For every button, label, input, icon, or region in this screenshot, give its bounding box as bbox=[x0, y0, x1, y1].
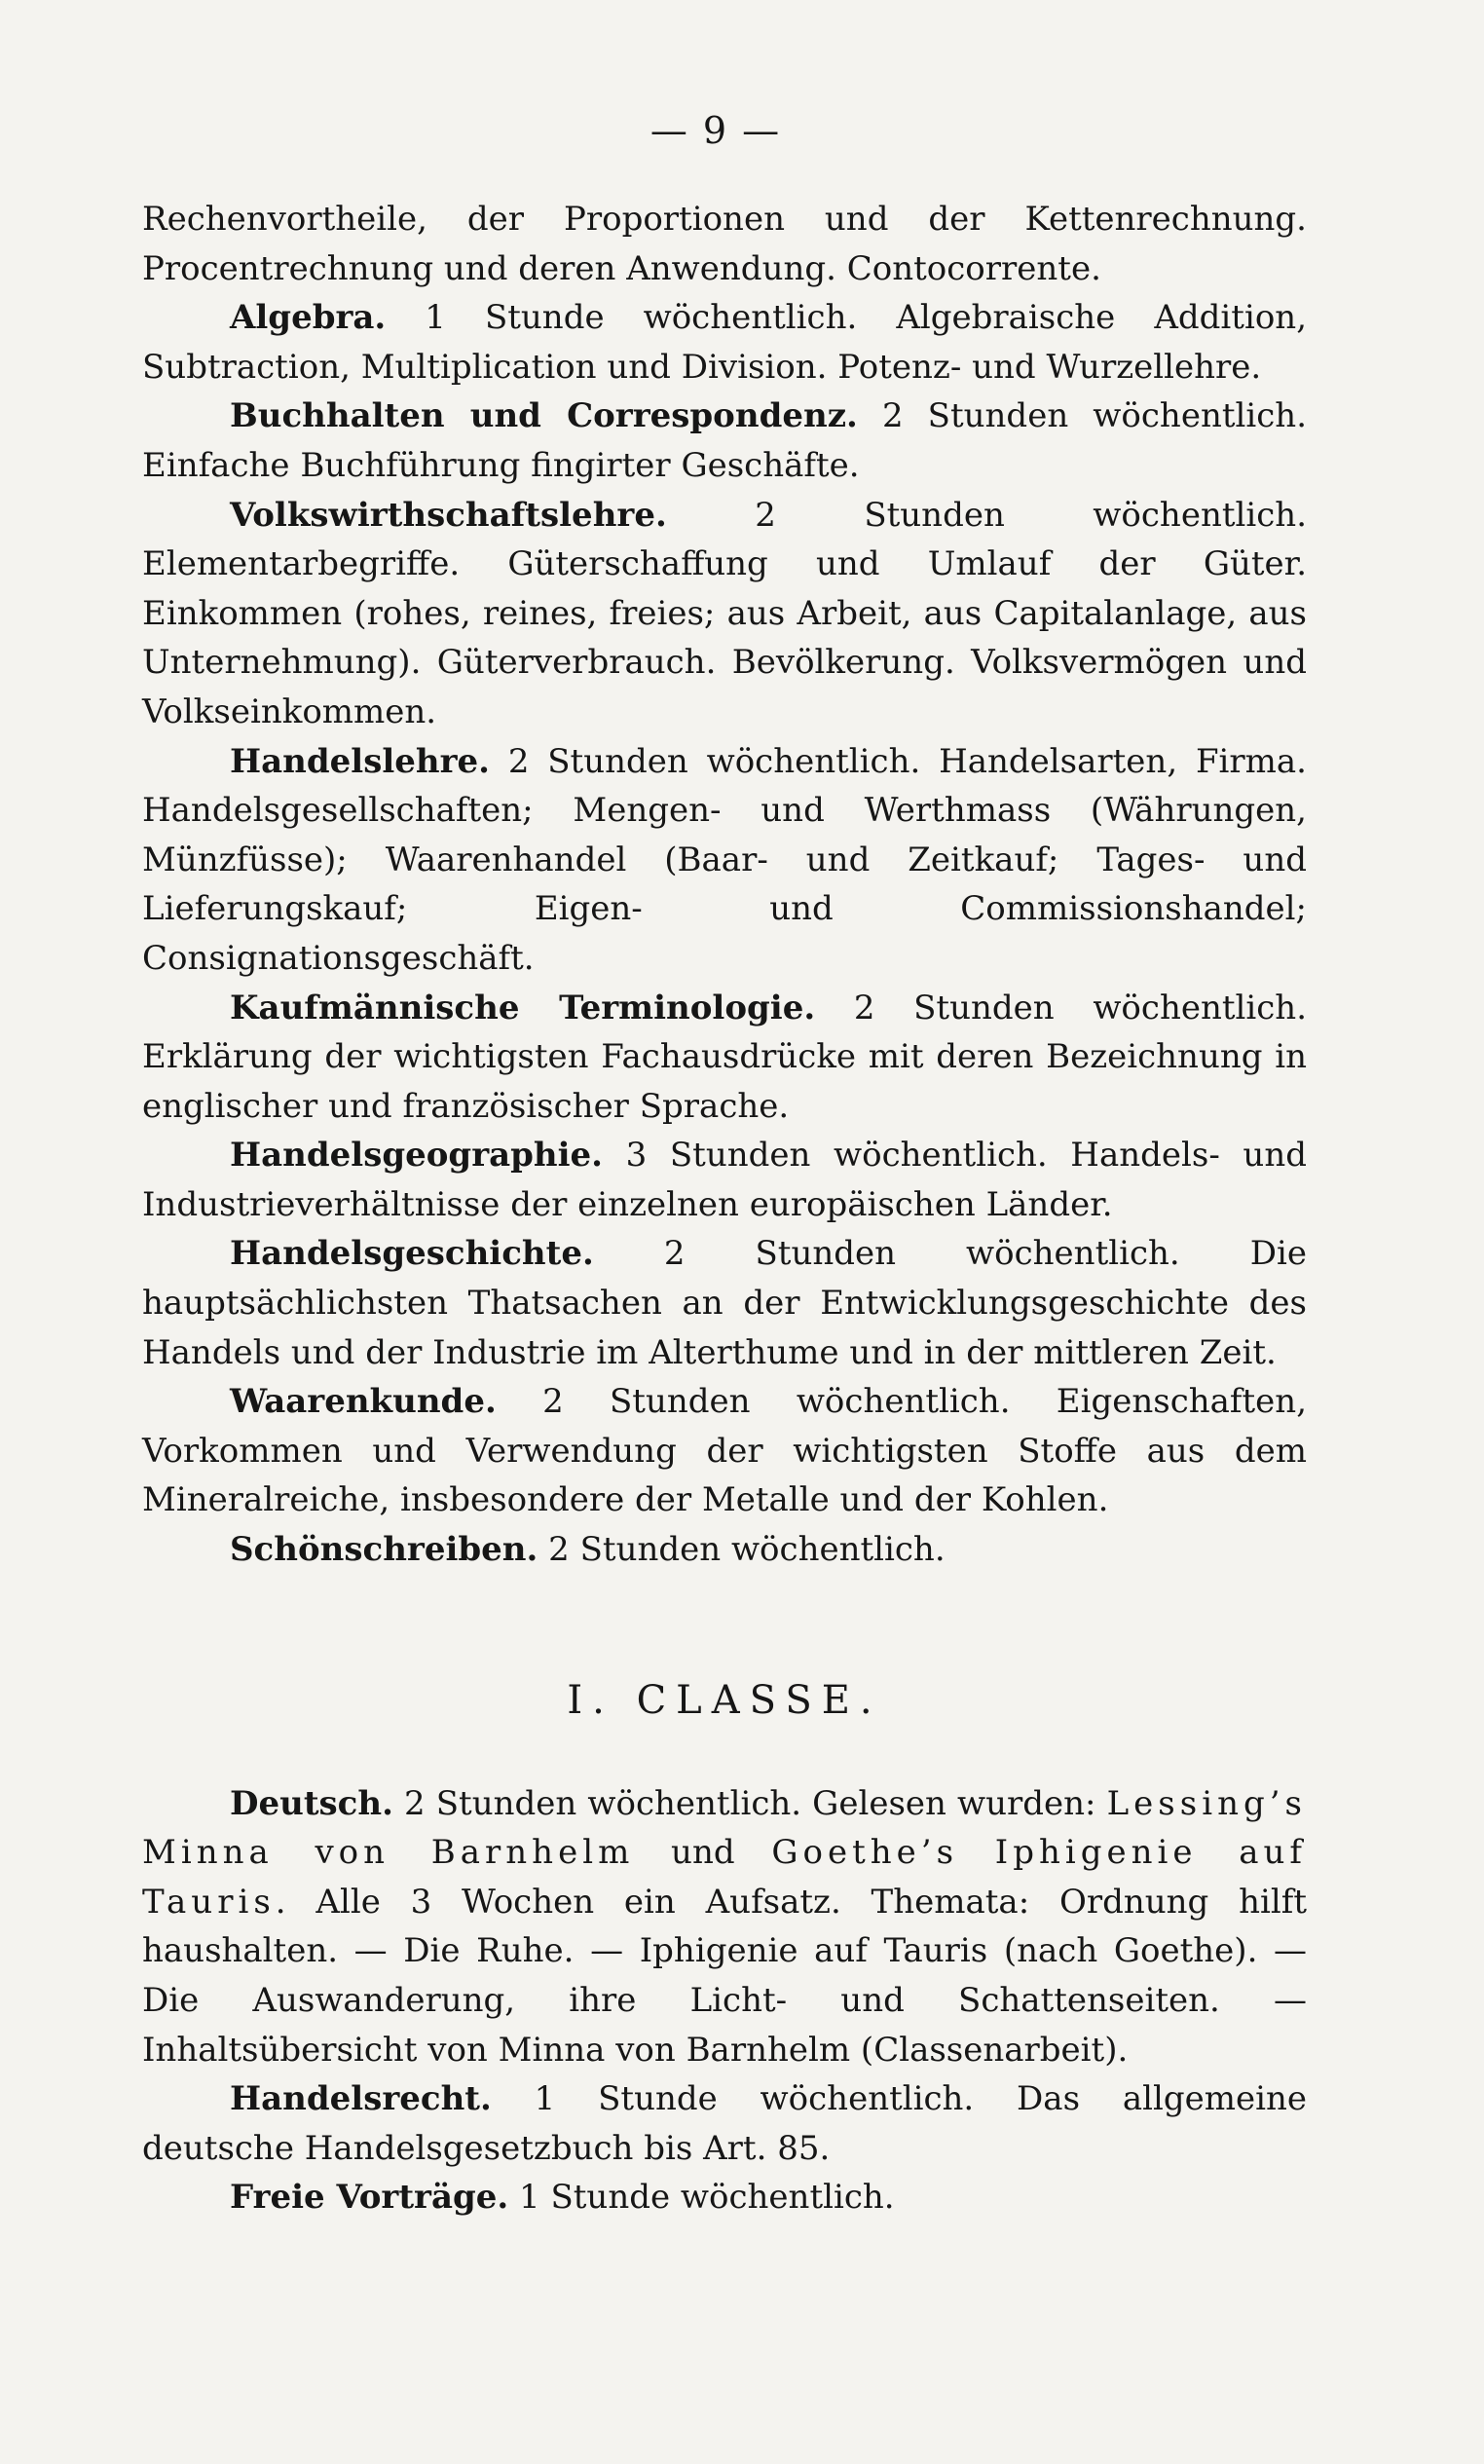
subject-title: Volkswirthschaftslehre. bbox=[230, 495, 667, 535]
subject-title: Waarenkunde. bbox=[230, 1382, 497, 1422]
paragraph-handelsgeschichte bbox=[142, 1229, 1307, 1377]
subject-title: Buchhalten und Correspondenz. bbox=[230, 396, 858, 436]
paragraph-text: 3 Stunden wöchentlich. Handels- und Industrieverhältnisse der einzelnen europäischen Länder. bbox=[142, 1136, 1307, 1224]
work-iphigenie: Iphigenie auf Tauris bbox=[142, 1833, 1308, 1922]
subject-title: Deutsch. bbox=[230, 1783, 393, 1823]
paragraph-freie-vortraege bbox=[142, 2173, 1307, 2222]
page-number: — 9 — bbox=[649, 109, 782, 152]
paragraph-text: 2 Stunden wöchentlich. Eigenschaften, Vorkommen und Verwendung der wichtigsten Stoffe aus dem Mineralreiche, insbesondere der Metalle und der Kohlen. bbox=[142, 1382, 1308, 1520]
paragraph-text: . Alle 3 Wochen ein Aufsatz. Themata: Ordnung hilft haushalten. — Die Ruhe. — Iphigenie auf Tauris (nach Goethe). — Die Auswanderung, ihre Licht- und Schattenseiten. — Inhaltsübersicht von Minna von Barnhelm (Classenarbeit). bbox=[142, 1882, 1307, 2070]
paragraph-deutsch bbox=[142, 1779, 1307, 2075]
subject-title: Kaufmännische Terminologie. bbox=[230, 988, 816, 1027]
author-lessing: Lessing’s bbox=[1106, 1783, 1307, 1823]
subject-title: Algebra. bbox=[230, 298, 387, 338]
subject-title: Schönschreiben. bbox=[230, 1530, 538, 1570]
paragraph-text: 2 Stunden wöchentlich. Einfache Buchführung fingirter Geschäfte. bbox=[142, 396, 1307, 485]
paragraph-text: 2 Stunden wöchentlich. bbox=[548, 1530, 946, 1570]
paragraph-text: 1 Stunde wöchentlich. bbox=[519, 2178, 895, 2218]
paragraph-text: 2 Stunden wöchentlich. Handelsarten, Firma. Handelsgesellschaften; Mengen- und Werthmass (Währungen, Münzfüsse); Waarenhandel (Baar- und Zeitkauf; Tages- und Lieferungskauf; Eigen- und Commissionshandel; Consignationsgeschäft. bbox=[142, 741, 1307, 978]
paragraph-text: 2 Stunden wöchentlich. Erklärung der wichtigsten Fachausdrücke mit deren Bezeichnung in englischer und französischer Sprache. bbox=[142, 988, 1308, 1126]
paragraph-handelsrecht bbox=[142, 2074, 1307, 2173]
subject-title: Handelsgeographie. bbox=[230, 1136, 604, 1176]
paragraph-schoenschreiben bbox=[142, 1525, 1307, 1575]
paragraph-text: 1 Stunde wöchentlich. Das allgemeine deutsche Handelsgesetzbuch bis Art. 85. bbox=[142, 2079, 1307, 2168]
page-body bbox=[142, 195, 1307, 2222]
paragraph-buchhalten bbox=[142, 392, 1307, 490]
paragraph-text: 1 Stunde wöchentlich. Algebraische Addition, Subtraction, Multiplication und Division. Potenz- und Wurzellehre. bbox=[142, 298, 1307, 387]
paragraph-algebra bbox=[142, 293, 1307, 392]
paragraph-volkswirthschaftslehre bbox=[142, 491, 1307, 737]
paragraph-text: 2 Stunden wöchentlich. Gelesen wurden: bbox=[404, 1783, 1107, 1823]
subject-title: Handelslehre. bbox=[230, 741, 490, 781]
paragraph-handelsgeographie bbox=[142, 1131, 1307, 1229]
paragraph-continuation bbox=[142, 195, 1307, 293]
class-heading: I. CLASSE. bbox=[567, 1677, 882, 1723]
work-minna: Minna von Barnhelm bbox=[142, 1833, 635, 1873]
paragraph-terminologie bbox=[142, 984, 1307, 1132]
paragraph-text: 2 Stunden wöchentlich. Elementarbegriffe. Güterschaffung und Umlauf der Güter. Einkommen (rohes, reines, freies; aus Arbeit, aus Capitalanlage, aus Unternehmung). Güterverbrauch. Bevölkerung. Volksvermögen und Volkseinkommen. bbox=[142, 495, 1307, 731]
subject-title: Freie Vorträge. bbox=[230, 2178, 509, 2218]
author-goethe: Goethe’s bbox=[771, 1833, 959, 1873]
subject-title: Handelsgeschichte. bbox=[230, 1234, 594, 1274]
subject-title: Handelsrecht. bbox=[230, 2079, 492, 2119]
connector-text: und bbox=[634, 1833, 772, 1873]
paragraph-waarenkunde bbox=[142, 1377, 1307, 1525]
paragraph-text: Rechenvortheile, der Proportionen und der Kettenrechnung. Procentrechnung und deren Anwendung. Contocorrente. bbox=[142, 200, 1307, 288]
paragraph-text: 2 Stunden wöchentlich. Die hauptsächlichsten Thatsachen an der Entwicklungsgeschichte des Handels und der Industrie im Alterthume und in der mittleren Zeit. bbox=[142, 1234, 1307, 1372]
paragraph-handelslehre bbox=[142, 737, 1307, 984]
